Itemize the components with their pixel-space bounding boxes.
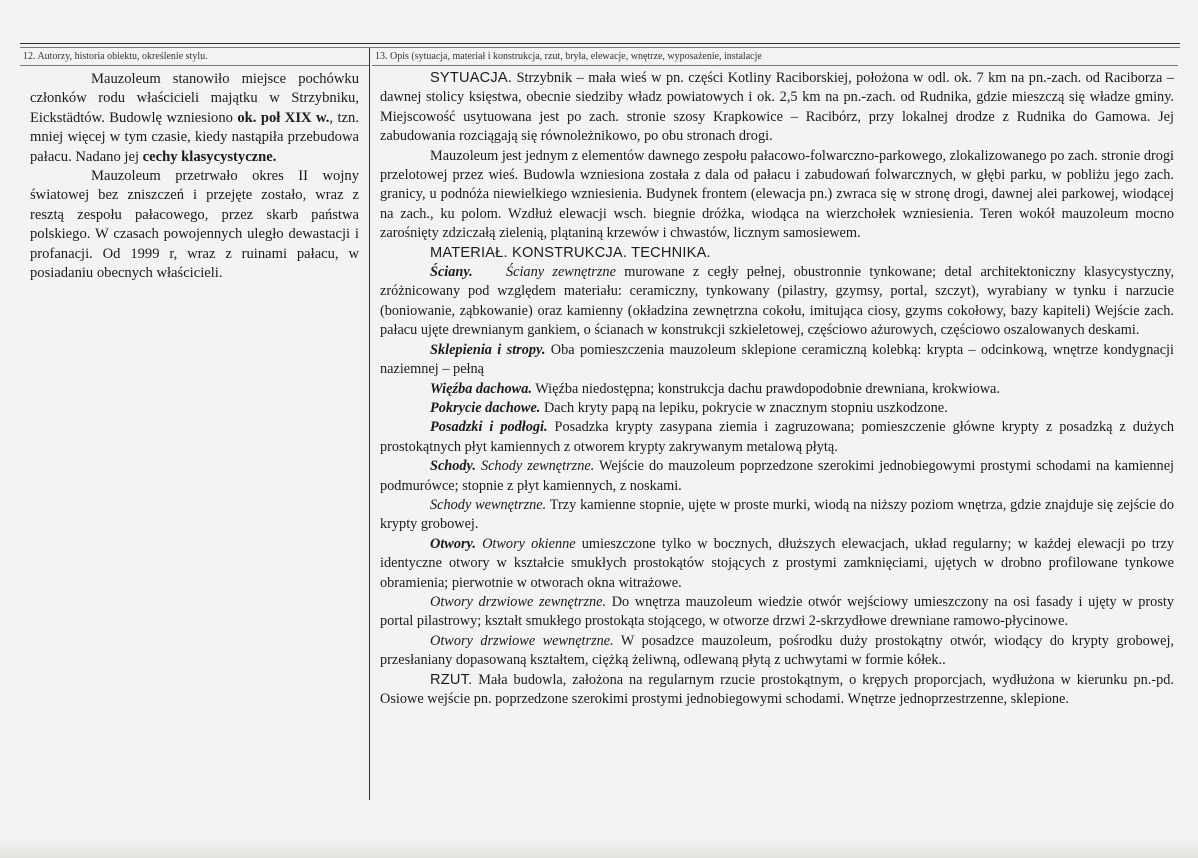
sklepienia-label: Sklepienia i stropy. — [430, 341, 546, 358]
right-column — [372, 48, 1178, 800]
wiezba-label: Więźba dachowa. — [430, 380, 532, 397]
otwory-sublabel: Otwory okienne — [482, 535, 576, 552]
schody-sublabel: Schody zewnętrzne. — [480, 458, 595, 475]
pokrycie-paragraph: Pokrycie dachowe. Dach kryty papą na lepiku, pokrycie w znacznym stopniu uszkodzone. — [430, 399, 948, 416]
style-text: cechy klasycystyczne. — [142, 148, 277, 165]
material-heading: MATERIAŁ. KONSTRUKCJA. TECHNIKA. — [430, 244, 711, 261]
otwory-label: Otwory. — [430, 535, 476, 552]
top-rule — [20, 43, 1180, 44]
otwory-drzwiowe-zewnetrzne-paragraph: Otwory drzwiowe zewnętrzne. Do wnętrza mauzoleum wiedzie otwór wejściowy umieszczony na osi fasady i ujęty w prosty portal pilastrowy; kształt smukłego prostokąta stojącego, w otworze drzwi 2-skrzydłowe drewniane ramowo-płycinowe. — [380, 593, 1174, 630]
sciany-sublabel: Ściany zewnętrzne — [505, 264, 616, 281]
pokrycie-label: Pokrycie dachowe. — [430, 399, 541, 416]
history-paragraph-2: Mauzoleum przetrwało okres II wojny światowej bez zniszczeń i przejęte zostało, wraz z resztą zespołu pałacowego, przez skarb państwa polskiego. W czasach powojennych uległo dewastacji i profanacji. Od 1999 r, wraz z ruinami pałacu, w posiadaniu obecnych właścicieli. — [30, 168, 359, 282]
posadzki-label: Posadzki i podłogi. — [430, 419, 548, 436]
schody-wewnetrzne-label: Schody wewnętrzne. — [430, 496, 547, 513]
otwory-paragraph: Otwory. Otwory okienne umieszczone tylko w bocznych, dłuższych elewacjach, układ regularny; w każdej elewacji po trzy identyczne otwory w kształcie smukłych prostokątów stojących z prostymi zamknięciami, ujętych w drobno profilowane tynkowe obramienia; pierwotnie w otworach okna witrażowe. — [380, 535, 1174, 591]
sytuacja-paragraph: SYTUACJA. Strzybnik – mała wieś w pn. części Kotliny Raciborskiej, położona w odl. ok. 7 km na pn.-zach. od Raciborza – dawnej stolicy księstwa, obecnie siedziby władz powiatowych i ok. 2,5 km na pn.-zach. od Rudnika, gdzie mieszczą się władze gminy. Miejscowość usytuowana jest po zach. stronie szosy Krapkowice – Racibórz, przy lokalnej drodze z Rudnika do Gamowa. Jej zabudowania rozciągają się równoleżnikowo, po obu stronach drogi. — [380, 70, 1174, 145]
sciany-paragraph: Ściany. Ściany zewnętrzne murowane z cegły pełnej, obustronnie tynkowane; detal architektoniczny klasycystyczny, zróżnicowany pod względem materiału: ceramiczny, tynkowany (pilastry, gzymsy, portal, szczyt), wyrabiany w tynku i narzucie (boniowanie, ząbkowanie) oraz kamienny (okładzina zewnętrzna cokołu, imitująca ciosy, gzyms cokołowy, bazy kapiteli) Wejście zach. pałacu ujęte drewnianym gankiem, o ścianach w konstrukcji szkieletowej, częściowo ażurowych, częściowo oszalowanych deskami. — [380, 264, 1175, 339]
sklepienia-paragraph: Sklepienia i stropy. Oba pomieszczenia mauzoleum sklepione ceramiczną kolebką: krypta – odcinkową, wnętrze kondygnacji naziemnej – pełną — [380, 341, 1174, 378]
sytuacja-heading: SYTUACJA. — [430, 70, 513, 86]
sytuacja-paragraph-2: Mauzoleum jest jednym z elementów dawnego zespołu pałacowo-folwarczno-parkowego, zlokalizowanego po zach. stronie drogi przelotowej przez wieś. Budowla wzniesiona została z dala od pałacu i zabudowań folwarcznych, w głębi parku, w pobliżu jego zach. granicy, u podnóża niewielkiego wzniesienia. Budynek frontem (elewacja pn.) zwraca się w stronę drogi, dawnej alei parkowej, wiodącej na zach., ku polom. Wzdłuż elewacji wsch. biegnie dróżka, wiodąca na wierzchołek wzniesienia. Teren wokół mauzoleum mocno zarośnięty zdziczałą zielenią, plątaniną krzewów i chwastów, licznym samosiewem. — [380, 147, 1174, 242]
left-column-body — [20, 66, 369, 283]
right-column-header: 13. Opis (sytuacja, materiał i konstrukcja, rzut, bryła, elewacje, wnętrze, wyposażenie, instalacje — [372, 48, 1178, 66]
rzut-paragraph: RZUT. Mała budowla, założona na regularnym rzucie prostokątnym, o krępych proporcjach, wydłużona w kierunku pn.-pd. Osiowe wejście pn. poprzedzone szerokimi prostymi jednobiegowymi schodami. Wnętrze jednoprzestrzenne, sklepione. — [380, 671, 1174, 707]
otwory-drzwiowe-wewnetrzne-paragraph: Otwory drzwiowe wewnętrzne. W posadzce mauzoleum, pośrodku duży prostokątny otwór, wiodący do krypty grobowej, przesłaniany dopasowaną kształtem, ciężką żeliwną, odlewaną płytą z uchwytami w formie kółek.. — [380, 632, 1174, 669]
schody-wewnetrzne-paragraph: Schody wewnętrzne. Trzy kamienne stopnie, ujęte w proste murki, wiodą na niższy poziom wnętrza, gdzie znajduje się zejście do krypty grobowej. — [380, 496, 1174, 533]
otwory-drzwiowe-wewnetrzne-label: Otwory drzwiowe wewnętrzne. — [430, 632, 614, 649]
schody-paragraph: Schody. Schody zewnętrzne. Wejście do mauzoleum poprzedzone szerokimi jednobiegowymi prostymi schodami na kamiennej podmurówce; stopnie z płyt kamiennych, z noskami. — [380, 458, 1175, 494]
sciany-label: Ściany. — [430, 264, 473, 281]
schody-label: Schody. — [430, 458, 476, 475]
dating-text: ok. poł XIX w. — [237, 109, 330, 126]
wiezba-paragraph: Więźba dachowa. Więźba niedostępna; konstrukcja dachu prawdopodobnie drewniana, krokwiowa. — [430, 380, 1000, 397]
page-bottom-shadow — [0, 840, 1198, 858]
right-column-body — [372, 66, 1178, 709]
rzut-heading: RZUT. — [430, 671, 473, 688]
left-column-header: 12. Autorzy, historia obiektu, określenie stylu. — [20, 48, 369, 66]
history-paragraph-1: Mauzoleum stanowiło miejsce pochówku członków rodu właścicieli majątku w Strzybniku, Eickstädtów. Budowlę wzniesiono ok. poł XIX w., tzn. mniej więcej w tym czasie, kiedy nastąpiła przebudowa pałacu. Nadano jej cechy klasycystyczne. — [30, 71, 359, 165]
left-column — [20, 48, 370, 800]
otwory-drzwiowe-zewnetrzne-label: Otwory drzwiowe zewnętrzne. — [430, 593, 607, 610]
posadzki-paragraph: Posadzki i podłogi. Posadzka krypty zasypana ziemia i zagruzowana; pomieszczenie główne krypty z posadzką z dużych prostokątnych płyt kamiennych z otworem krypty zakrywanym metalową płytą. — [380, 419, 1174, 455]
